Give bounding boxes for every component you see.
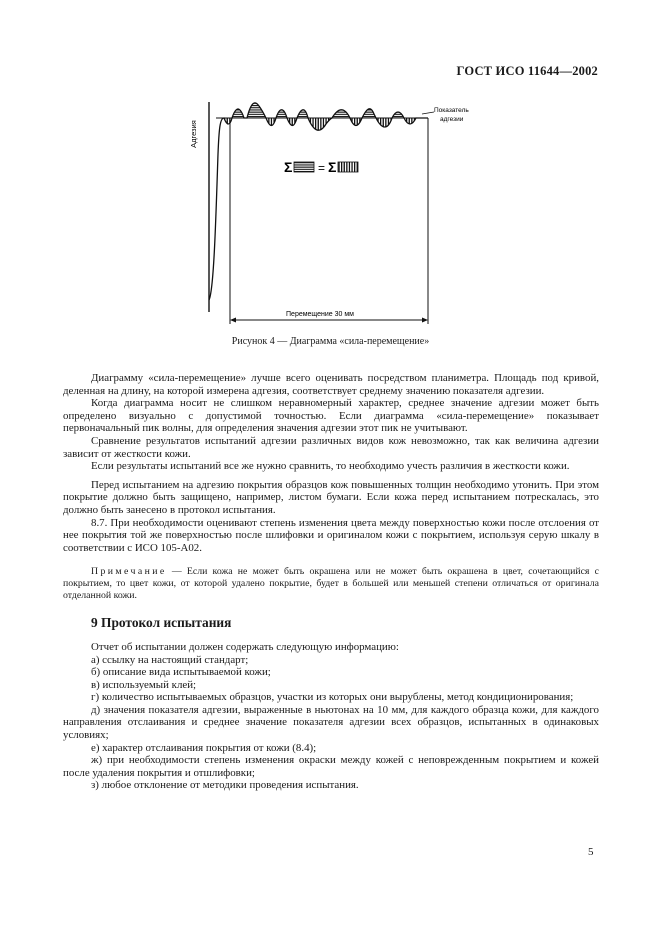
indicator-label-line1: Показатель (434, 107, 469, 114)
x-range-label: Перемещение 30 мм (286, 311, 354, 318)
document-header: ГОСТ ИСО 11644—2002 (456, 64, 598, 78)
list-item: а) ссылку на настоящий стандарт; (91, 653, 249, 666)
paragraph-3: Сравнение результатов испытаний адгезии различных видов кож невозможно, так как величина адгезии зависит от жесткости кожи. (63, 434, 599, 460)
list-item: д) значения показателя адгезии, выраженные в ньютонах на 10 мм, для каждого образца кожи, для каждого направления отслаивания и среднее значение показателя адгезии всех образцов, испытанных в одинаковых условиях; (63, 703, 599, 742)
dimension-arrow-left (230, 318, 236, 323)
paragraph-5: Перед испытанием на адгезию покрытия образцов кож повышенных толщин необходимо утонить. При этом покрытие должно быть защищено, например, листом бумаги. Если кожа перед испытанием потрескалась, это должно быть занесено в протокол испытания. (63, 478, 599, 516)
sigma-right: Σ (328, 159, 337, 175)
sigma-left: Σ (284, 159, 293, 175)
document-body (63, 372, 599, 792)
force-curve (209, 103, 428, 300)
equation-equals: = (318, 161, 326, 175)
note-label: Примечание (91, 566, 167, 578)
area-below-mean (224, 118, 416, 130)
force-displacement-diagram (172, 94, 469, 336)
paragraph-2: Когда диаграмма носит не слишком неравномерный характер, среднее значение адгезии может быть определено визуально с допустимой точностью. Если диаграмма «сила-перемещение» показывает первоначальный пик волны, для определения значения адгезии этот пик не учитывают. (63, 397, 599, 435)
list-item: г) количество испытываемых образцов, участки из которых они вырублены, метод кондиционирования; (91, 691, 574, 704)
list-item: ж) при необходимости степень изменения окраски между кожей с неповрежденным покрытием и кожей после удаления покрытия и отшлифовки; (63, 754, 599, 779)
hatched-area-above-swatch (294, 162, 314, 172)
indicator-label-line2: адгезии (440, 116, 464, 123)
indicator-leader (422, 112, 434, 114)
list-item: е) характер отслаивания покрытия от кожи (8.4); (91, 741, 317, 754)
diagram-svg (172, 94, 469, 336)
paragraph-1: Диаграмму «сила-перемещение» лучше всего оценивать посредством планиметра. Площадь под кривой, деленная на длину, на которой измерена адгезия, соответствует среднему значению показателя адгезии. (63, 372, 599, 397)
page-number: 5 (588, 846, 594, 858)
report-intro: Отчет об испытании должен содержать следующую информацию: (91, 640, 399, 653)
figure-caption: Рисунок 4 — Диаграмма «сила-перемещение» (231, 336, 430, 347)
y-axis-label: Адгезия (189, 120, 198, 148)
paragraph-8-7: 8.7. При необходимости оценивают степень изменения цвета между поверхностью кожи после отслоения от нее покрытия той же поверхностью после шлифовки и оригиналом кожи с покрытием, используя серую шкалу в соответствии с ИСО 105-А02. (63, 516, 599, 554)
section-title: 9 Протокол испытания (91, 615, 232, 631)
list-item: б) описание вида испытываемой кожи; (91, 666, 271, 679)
note-text: — Если кожа не может быть окрашена или не может быть окрашена в цвет, сочетающийся с покрытием, то цвет кожи, от которой удалено покрытие, будет в большей или меньшей степени отличаться от оригинала отделанной кожи. (63, 566, 599, 602)
dimension-arrow-right (422, 318, 428, 323)
hatched-area-below-swatch (338, 162, 358, 172)
list-item: в) используемый клей; (91, 678, 197, 691)
note (63, 566, 599, 602)
paragraph-4: Если результаты испытаний все же нужно сравнить, то необходимо учесть различия в жесткости кожи. (91, 460, 570, 473)
list-item: з) любое отклонение от методики проведения испытания. (91, 779, 359, 792)
